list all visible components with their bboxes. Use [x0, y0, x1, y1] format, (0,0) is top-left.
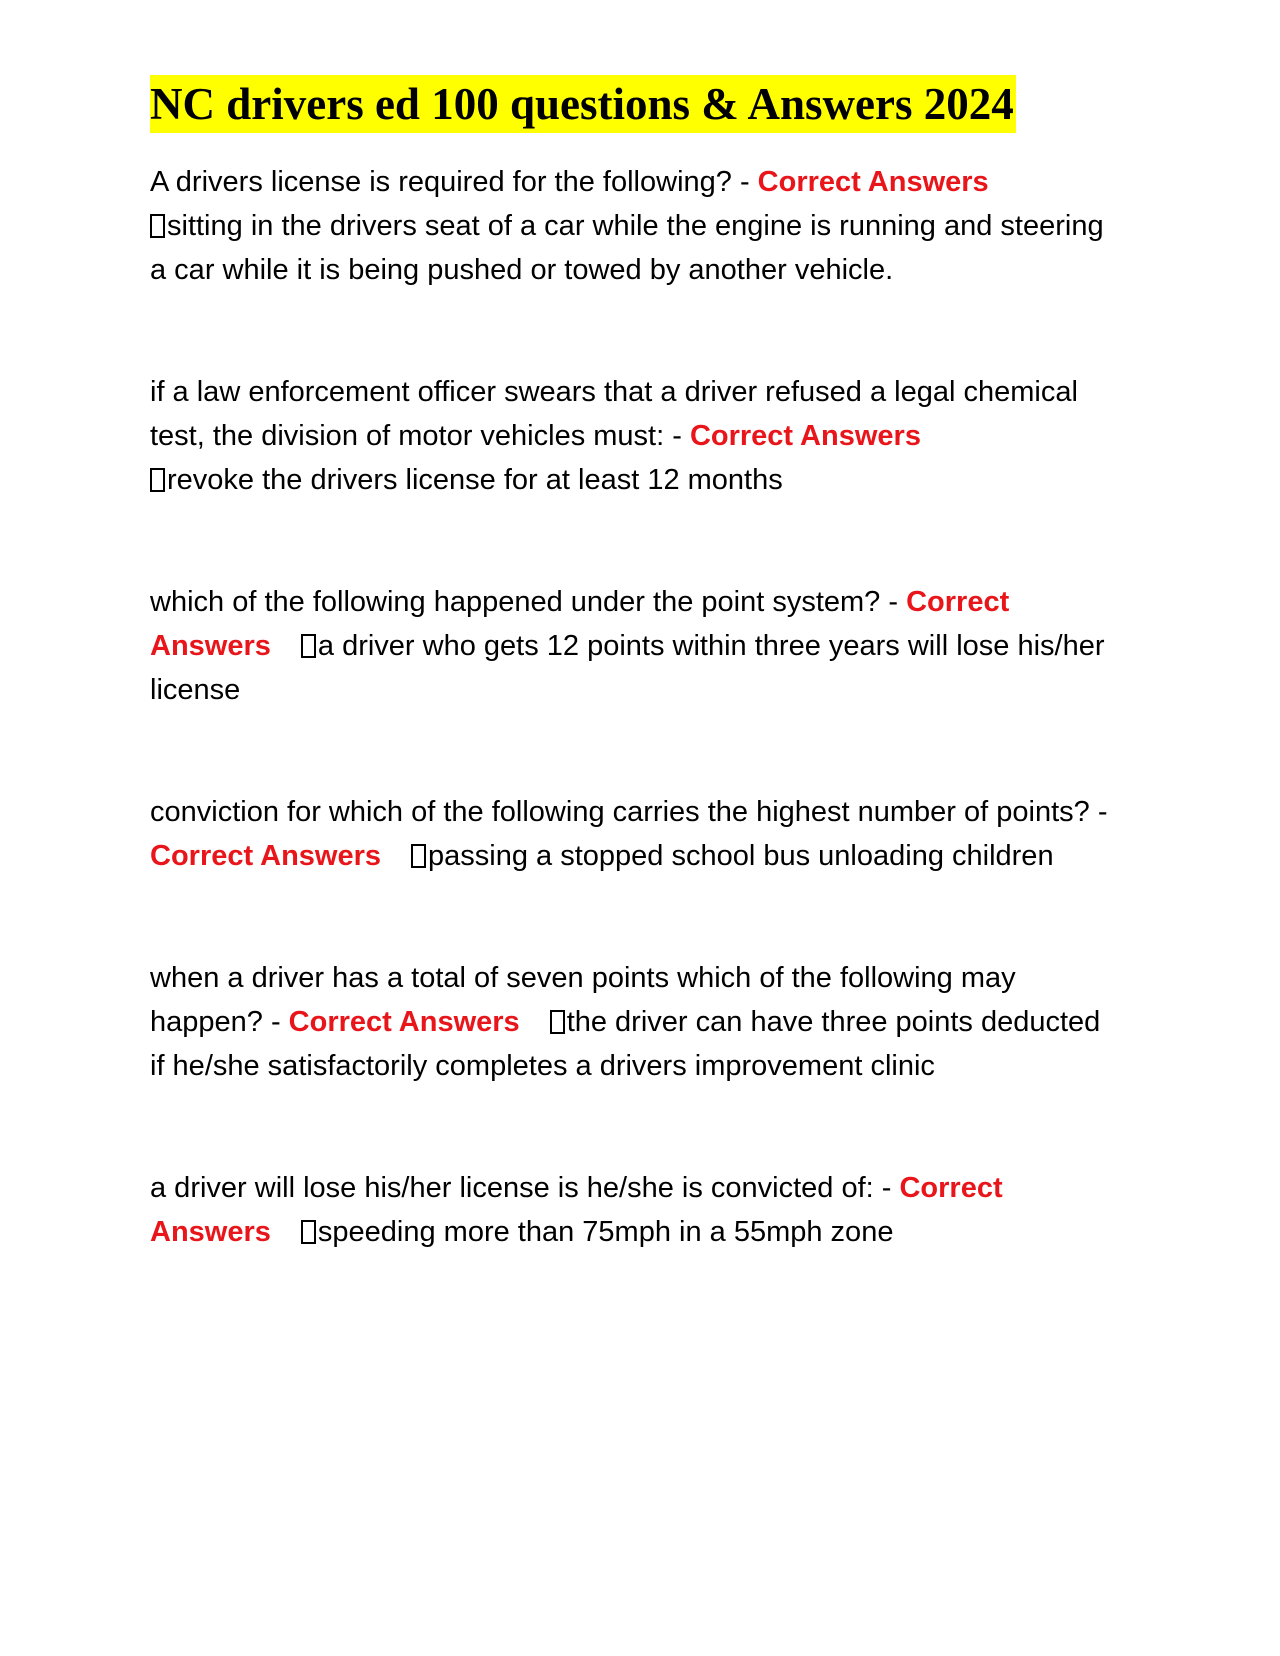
check-box-icon — [550, 1010, 565, 1034]
answer-label: Correct Answers — [288, 1006, 520, 1038]
check-box-icon — [301, 1220, 316, 1244]
question-text: A drivers license is required for the following? - — [150, 166, 758, 198]
answer-label: Correct Answers — [150, 1172, 1003, 1248]
question-text: conviction for which of the following carries the highest number of points? - — [150, 796, 1108, 828]
check-box-icon — [150, 214, 165, 238]
answer-text: a driver who gets 12 points within three years will lose his/her license — [150, 630, 1105, 706]
qa-list — [150, 160, 1110, 1254]
answer-text: revoke the drivers license for at least 12 months — [167, 464, 783, 496]
answer-label: Correct Answers — [150, 840, 382, 872]
answer-text: the driver can have three points deducted if he/she satisfactorily completes a drivers improvement clinic — [150, 1006, 1101, 1082]
question-text: which of the following happened under the point system? - — [150, 586, 907, 618]
answer-text: passing a stopped school bus unloading children — [428, 840, 1054, 872]
qa-item — [150, 956, 1110, 1088]
answer-label: Correct Answers — [757, 166, 989, 198]
question-text: when a driver has a total of seven points which of the following may happen? - — [150, 962, 1016, 1038]
question-text: if a law enforcement officer swears that a driver refused a legal chemical test, the division of motor vehicles must: - — [150, 376, 1078, 452]
question-text: a driver will lose his/her license is he/she is convicted of: - — [150, 1172, 900, 1204]
answer-label: Correct Answers — [689, 420, 921, 452]
check-box-icon — [301, 634, 316, 658]
qa-item — [150, 580, 1110, 712]
qa-item — [150, 790, 1110, 878]
check-box-icon — [150, 468, 165, 492]
qa-item — [150, 1166, 1110, 1254]
qa-item — [150, 160, 1110, 292]
check-box-icon — [411, 844, 426, 868]
answer-label: Correct Answers — [150, 586, 1010, 662]
answer-text: speeding more than 75mph in a 55mph zone — [317, 1216, 894, 1248]
qa-item — [150, 370, 1110, 502]
answer-text: sitting in the drivers seat of a car while the engine is running and steering a car while it is being pushed or towed by another vehicle. — [150, 210, 1104, 286]
document-title: NC drivers ed 100 questions & Answers 2024 — [150, 75, 1016, 133]
title-block — [150, 75, 1016, 133]
